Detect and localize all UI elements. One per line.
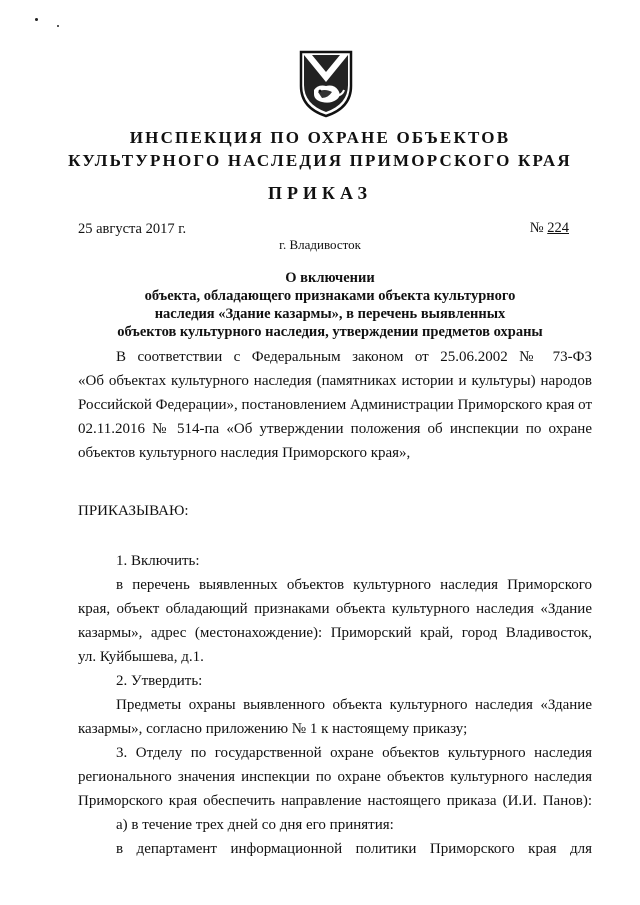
item-2-heading: 2. Утвердить: (116, 673, 203, 689)
order-title-line: объектов культурного наследия, утверждении предметов охраны (117, 324, 543, 340)
item-2-line: Предметы охраны выявленного объекта культурного наследия «Здание (116, 697, 592, 713)
order-directive-word: ПРИКАЗЫВАЮ: (78, 503, 189, 519)
preamble-line: Российской Федерации», постановлением Администрации Приморского края от (78, 397, 592, 413)
item-3-line: регионального значения инспекции по охране объектов культурного наследия (78, 769, 592, 785)
document-type: ПРИКАЗ (267, 183, 373, 203)
city-name: г. Владивосток (279, 237, 361, 252)
item-2-line: казармы», согласно приложению № 1 к настоящему приказу; (78, 721, 468, 737)
order-title-line: наследия «Здание казармы», в перечень выявленных (154, 306, 506, 322)
order-date: 25 августа 2017 г. (78, 221, 187, 237)
order-number (530, 220, 569, 237)
item-1-line: в перечень выявленных объектов культурного наследия Приморского (116, 577, 592, 593)
item-3a-recipient-line: в департамент информационной политики Приморского края для (116, 841, 592, 857)
organization-name-line2: КУЛЬТУРНОГО НАСЛЕДИЯ ПРИМОРСКОГО КРАЯ (68, 151, 572, 170)
order-number-sign: № (529, 220, 544, 236)
organization-name-line1: ИНСПЕКЦИЯ ПО ОХРАНЕ ОБЪЕКТОВ (129, 128, 511, 147)
item-3a-line: а) в течение трех дней со дня его принятия: (116, 817, 394, 833)
coat-of-arms-emblem (296, 46, 356, 118)
item-3-line: 3. Отделу по государственной охране объектов культурного наследия (116, 745, 592, 761)
preamble-paragraph (78, 345, 592, 465)
order-items (78, 549, 592, 861)
item-1-heading: 1. Включить: (116, 553, 200, 569)
item-1-line: края, объект обладающий признаками объекта культурного наследия «Здание (78, 601, 592, 617)
order-title-line: объекта, обладающего признаками объекта культурного (144, 288, 516, 304)
scan-speck (35, 18, 38, 21)
item-1-line: ул. Куйбышева, д.1. (78, 649, 204, 665)
order-number-value: 224 (547, 220, 569, 236)
order-title-line: О включении (285, 270, 375, 286)
item-1-line: казармы», адрес (местонахождение): Приморский край, город Владивосток, (78, 625, 592, 641)
preamble-line: «Об объектах культурного наследия (памятниках истории и культуры) народов (78, 373, 592, 389)
order-title (90, 269, 570, 341)
item-3-line: Приморского края обеспечить направление настоящего приказа (И.И. Панов): (78, 793, 592, 809)
preamble-line: объектов культурного наследия Приморского края», (78, 445, 411, 461)
preamble-line: В соответствии с Федеральным законом от 25.06.2002 № 73-ФЗ (116, 349, 592, 365)
preamble-line: 02.11.2016 № 514-па «Об утверждении положения об инспекции по охране (78, 421, 592, 437)
scan-speck (57, 25, 59, 27)
